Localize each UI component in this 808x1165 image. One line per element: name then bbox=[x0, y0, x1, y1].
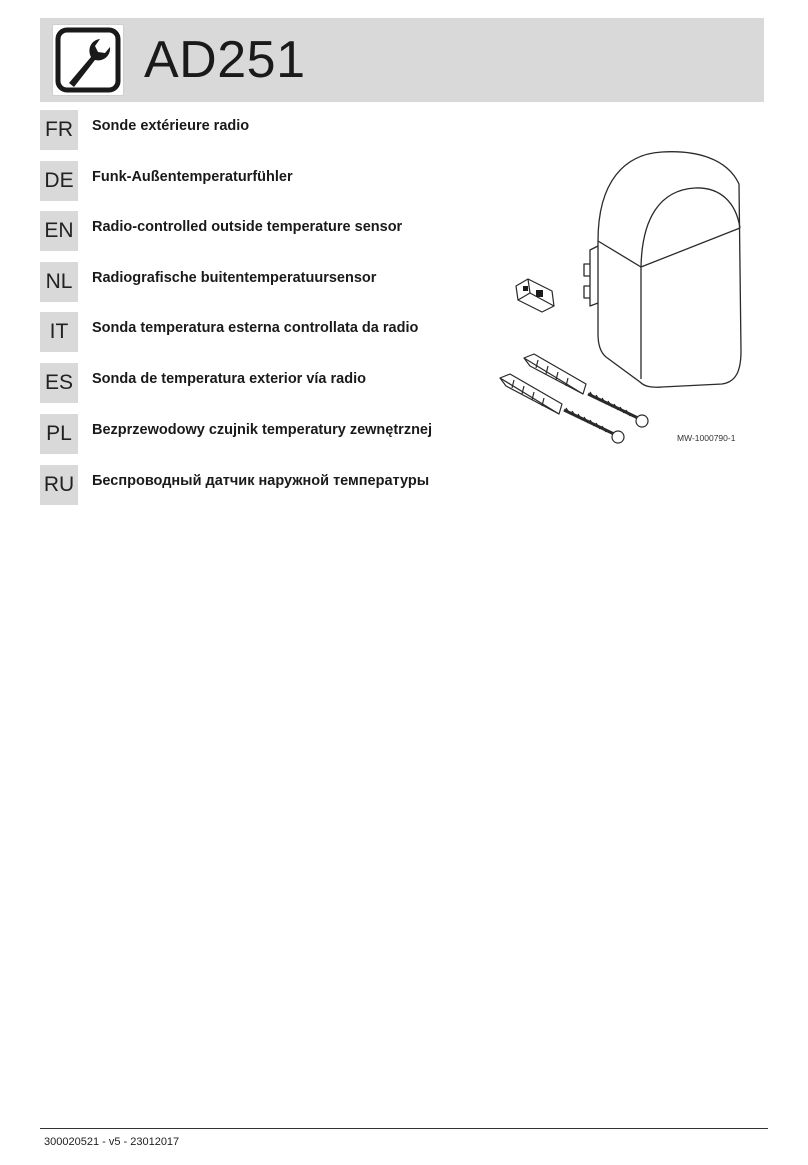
sensor-housing bbox=[584, 152, 741, 388]
lang-code: FR bbox=[40, 110, 78, 150]
document-id: 300020521 - v5 - 23012017 bbox=[44, 1136, 180, 1148]
lang-title: Sonda de temperatura exterior vía radio bbox=[92, 371, 366, 387]
lang-title: Radio-controlled outside temperature sensor bbox=[92, 219, 403, 235]
lang-title: Sonda temperatura esterna controllata da radio bbox=[92, 320, 419, 336]
lang-row-pl bbox=[40, 414, 460, 454]
header-band bbox=[40, 18, 764, 102]
wall-plug bbox=[500, 354, 586, 414]
lang-title: Беспроводный датчик наружной температуры bbox=[92, 473, 430, 489]
lang-row-es bbox=[40, 363, 460, 403]
lang-row-fr bbox=[40, 110, 460, 150]
sensor-kit-illustration bbox=[490, 146, 760, 461]
lang-code: RU bbox=[40, 465, 78, 505]
logo bbox=[52, 24, 124, 96]
lang-title: Radiografische buitentemperatuursensor bbox=[92, 270, 377, 286]
lang-code: IT bbox=[40, 312, 78, 352]
lang-row-en bbox=[40, 211, 460, 251]
lang-row-ru bbox=[40, 465, 460, 505]
figure-reference: MW-1000790-1 bbox=[677, 433, 736, 443]
model-title: AD251 bbox=[144, 31, 306, 89]
lang-code: ES bbox=[40, 363, 78, 403]
lang-row-nl bbox=[40, 262, 460, 302]
lang-code: DE bbox=[40, 161, 78, 201]
connector-clip bbox=[516, 279, 554, 312]
lang-code: NL bbox=[40, 262, 78, 302]
lang-code: PL bbox=[40, 414, 78, 454]
footer-divider bbox=[40, 1128, 768, 1129]
lang-title: Sonde extérieure radio bbox=[92, 118, 250, 134]
wrench-icon bbox=[55, 27, 121, 93]
lang-title: Bezprzewodowy czujnik temperatury zewnętrznej bbox=[92, 422, 433, 438]
lang-row-de bbox=[40, 161, 460, 201]
lang-code: EN bbox=[40, 211, 78, 251]
lang-title: Funk-Außentemperaturfühler bbox=[92, 169, 293, 185]
lang-row-it bbox=[40, 312, 460, 352]
screw bbox=[564, 392, 648, 443]
